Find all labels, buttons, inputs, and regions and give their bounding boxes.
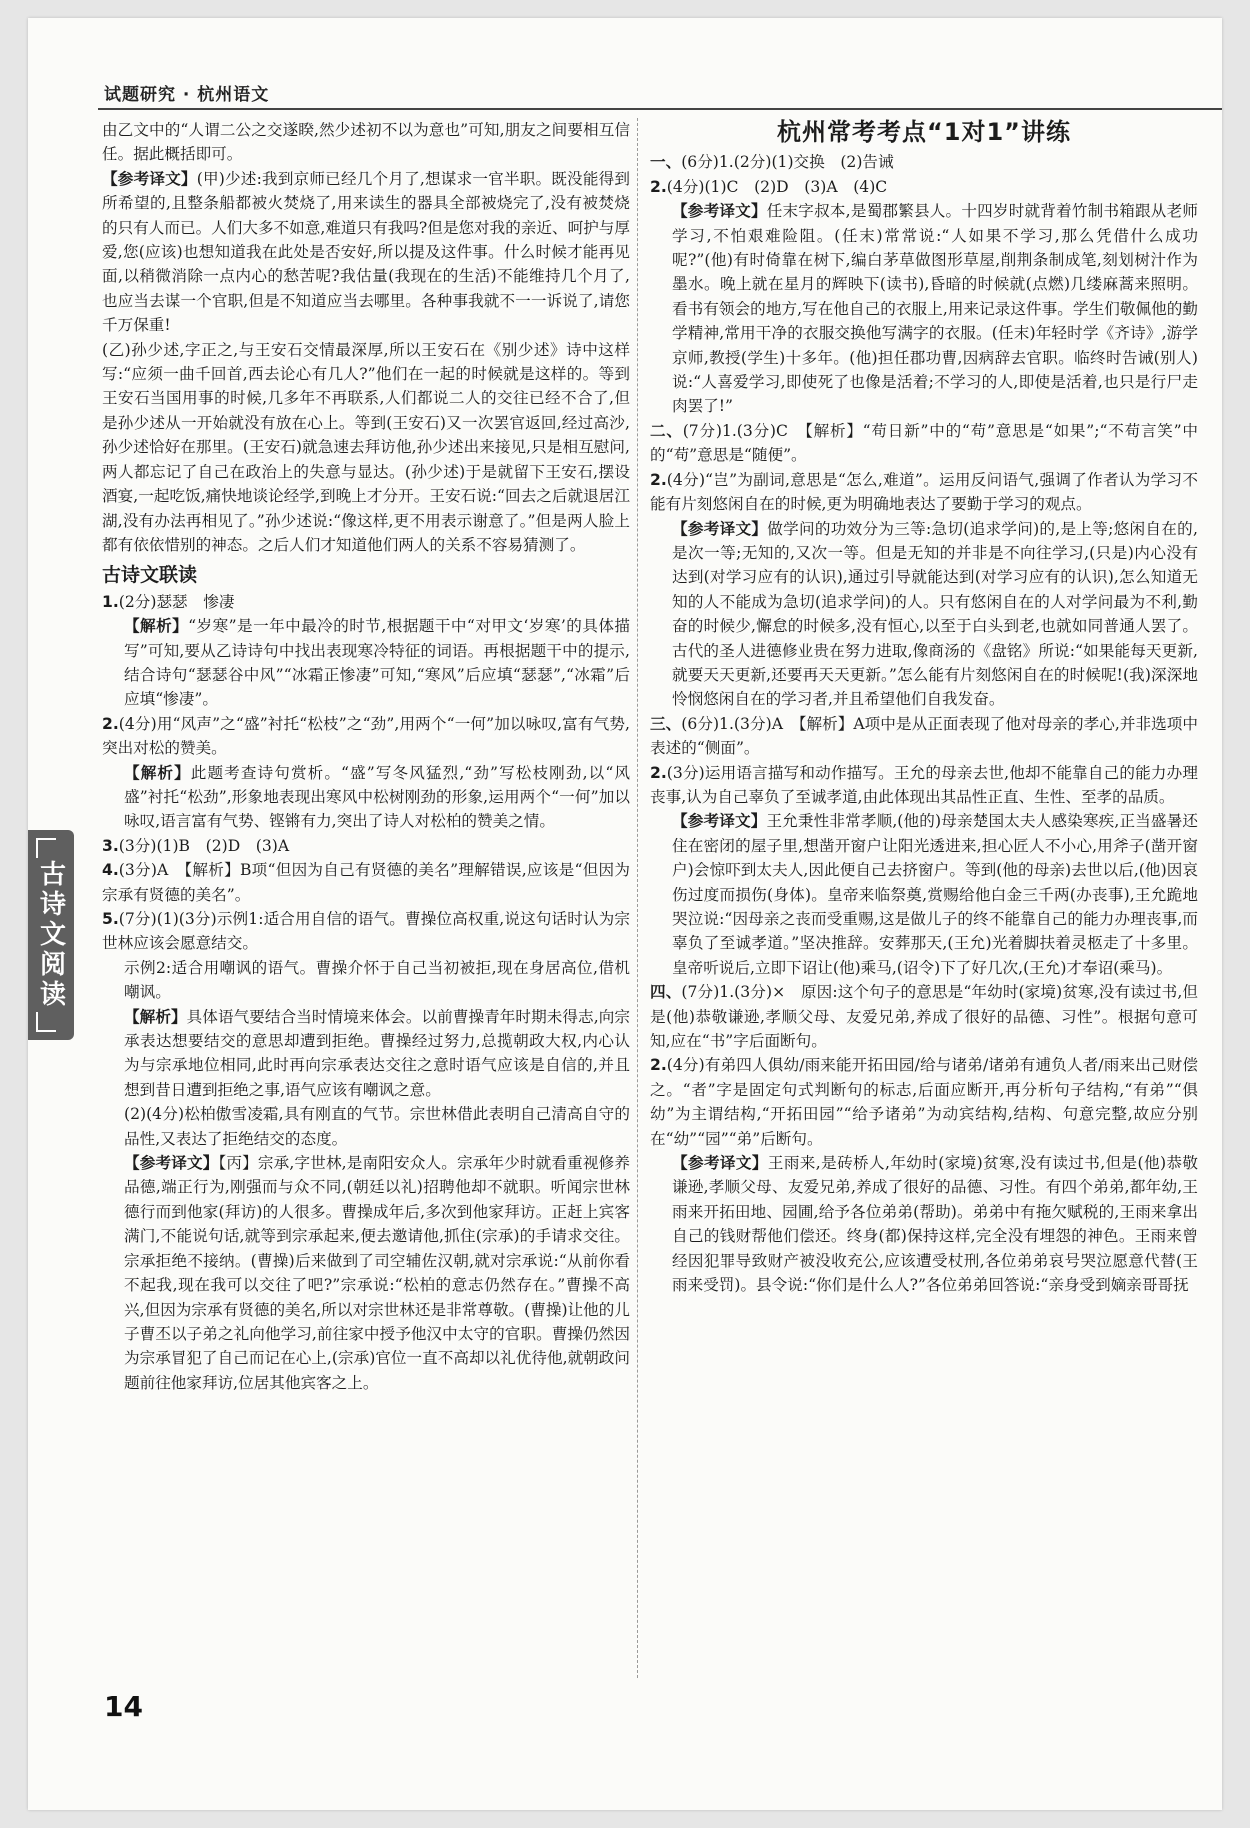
translation-yi: (乙)孙少述,字正之,与王安石交情最深厚,所以王安石在《别少述》诗中这样写:“应须一曲千回首,西去论心有几人?”他们在一起的时候就是这样的。等到王安石当国用事的时候,几多年不再联系,人们都说二人的交往已经不合了,但是孙少述从一开始就没有放在心上。等到(王安石)又一次罢官返回,经过高沙,孙少述恰好在那里。(王安石)就急速去拜访他,孙少述出来接见,只是相互慰问,两人都忘记了自己在政治上的失意与显达。(孙少述)于是就留下王安石,摆设酒宴,一起吃饭,痛快地谈论经学,到晚上才分开。王安石说:“回去之后就退居江湖,没有办法再相见了。”孙少述说:“像这样,更不用表示谢意了。”但是两人脸上都有依依惜别的神态。之后人们才知道他们两人的关系不容易猜测了。 xyxy=(102,340,630,554)
item-text: (6分)1.(3分)A 【解析】A项中是从正面表现了他对母亲的孝心,并非选项中表述的“侧面”。 xyxy=(650,714,1198,758)
analysis-item xyxy=(102,614,630,712)
answer-item xyxy=(650,712,1198,761)
translation-text: 王雨来,是砖桥人,年幼时(家境)贫寒,没有读过书,但是(他)恭敬谦逊,孝顺父母、友爱兄弟,养成了很好的品德、习性。有四个弟弟,都年幼,王雨来开拓田地、园圃,给予各位弟弟(帮助)。弟弟中有拖欠赋税的,王雨来拿出自己的钱财帮他们偿还。终身(都)保持这样,完全没有埋怨的神色。王雨来曾经因犯罪导致财产被没收充公,应该遭受杖刑,各位弟弟哀号哭泣愿意代替(王雨来受罚)。县令说:“你们是什么人?”各位弟弟回答说:“亲身受到嫡亲哥哥抚 xyxy=(672,1154,1198,1295)
translation-tag: 【参考译文】 xyxy=(672,1154,768,1173)
item-text: (7分)1.(3分)C 【解析】“苟日新”中的“苟”意思是“如果”;“不苟言笑”中的“苟”意思是“随便”。 xyxy=(650,421,1198,465)
answer-item xyxy=(102,907,630,956)
item-text: (2分)瑟瑟 惨凄 xyxy=(118,592,235,611)
translation-jia-text: (甲)少述:我到京师已经几个月了,想谋求一官半职。既没能得到所希望的,且整条船都被火焚烧了,用来读生的器具全部被烧完了,没有被焚烧的只有人而已。人们大多不如意,难道只有我吗?但是您对我的亲近、呵护与厚爱,您(应该)也想知道我在此处是否安好,所以提及这件事。什么时候才能再见面,以稍微消除一点内心的愁苦呢?我估量(我现在的生活)不能维持几个月了,也应当去谋一个官职,但是不知道应当去哪里。各种事我就不一一诉说了,请您千万保重! xyxy=(102,169,630,335)
translation-bing-text: 【丙】宗承,字世林,是南阳安众人。宗承年少时就看重视修养品德,端正行为,刚强而与众不同,(朝廷以礼)招聘他却不就职。听闻宗世林德行而到他家(拜访)的人很多。曹操成年后,多次到他家拜访。正赶上宾客满门,不能说句话,就等到宗承起来,便去邀请他,抓住(宗承)的手请求交往。宗承拒绝不接纳。(曹操)后来做到了司空辅佐汉朝,就对宗承说:“从前你看不起我,现在我可以交往了吧?”宗承说:“松柏的意志仍然存在。”曹操不高兴,但因为宗承有贤德的美名,所以对宗世林还是非常尊敬。(曹操)让他的儿子曹丕以子弟之礼向他学习,前往家中授予他汉中太守的官职。曹操仍然因为宗承冒犯了自己而记在心上,(宗承)官位一直不高却以礼优待他,就朝政问题前往他家拜访,位居其他宾客之上。 xyxy=(124,1154,630,1392)
item-number: 5. xyxy=(102,910,119,928)
item-number: 三、 xyxy=(650,714,682,733)
item-number: 3. xyxy=(102,836,119,855)
answer-item xyxy=(650,150,1198,174)
translation-jia xyxy=(102,167,630,338)
translation-tag: 【参考译文】 xyxy=(102,169,197,188)
answer-item xyxy=(102,834,630,858)
left-column xyxy=(102,118,630,1395)
item-number: 一、 xyxy=(650,153,682,172)
item-text: (4分)用“风声”之“盛”衬托“松枝”之“劲”,用两个“一何”加以咏叹,富有气势,突出对松的赞美。 xyxy=(102,714,630,758)
answer-item xyxy=(650,980,1198,1053)
analysis-item xyxy=(102,761,630,834)
item-number: 1. xyxy=(102,592,119,611)
answer-item xyxy=(650,761,1198,810)
item-number: 2. xyxy=(650,763,667,782)
translation-item xyxy=(650,809,1198,980)
header-rule xyxy=(98,108,1222,110)
analysis-text: “岁寒”是一年中最冷的时节,根据题干中“对甲文‘岁寒’的具体描写”可知,要从乙诗诗句中找出表现寒冷特征的词语。再根据题干中的提示,结合诗句“瑟瑟谷中风”“冰霜正惨凄”可知,“寒风”后应填“瑟瑟”,“冰霜”后应填“惨凄”。 xyxy=(124,617,630,709)
item-text: (3分)(1)B (2)D (3)A xyxy=(118,836,290,855)
translation-tag: 【参考译文】 xyxy=(672,202,767,221)
item-text: (7分)1.(3分)× 原因:这个句子的意思是“年幼时(家境)贫寒,没有读过书,但是(他)恭敬谦逊,孝顺父母、友爱兄弟,养成了很好的品德、习性”。根据句意可知,应在“书”字后面断句。 xyxy=(650,983,1198,1051)
section-title-1v1: 杭州常考考点“1对1”讲练 xyxy=(777,118,1071,146)
answer-item xyxy=(650,468,1198,517)
answer-item xyxy=(650,175,1198,199)
answer-item xyxy=(102,590,630,614)
side-tab xyxy=(28,830,74,1040)
translation-tag: 【参考译文】 xyxy=(672,812,767,831)
item-text: (4分)有弟四人俱幼/雨来能开拓田园/给与诸弟/诸弟有逋负人者/雨来出己财偿之。“者”字是固定句式判断句的标志,后面应断开,再分析句子结构,“有弟”“俱幼”为主谓结构,“开拓田园”“给予诸弟”为动宾结构,结构、句意完整,故应分别在“幼”“园”“弟”后断句。 xyxy=(650,1056,1198,1148)
translation-item xyxy=(650,1151,1198,1297)
analysis-text: 此题考查诗句赏析。“盛”写冬风猛烈,“劲”写松枝刚劲,以“风盛”衬托“松劲”,形象地表现出寒风中松树刚劲的形象,运用两个“一何”加以咏叹,语言富有气势、铿锵有力,突出了诗人对松柏的赞美之情。 xyxy=(124,763,630,831)
item-number: 4. xyxy=(102,861,119,880)
right-column xyxy=(650,118,1198,1298)
item-number: 2. xyxy=(102,714,119,733)
answer-subitem: (2)(4分)松柏傲雪凌霜,具有刚直的气节。宗世林借此表明自己清高自守的品性,又表达了拒绝结交的态度。 xyxy=(124,1105,630,1148)
translation-tag: 【参考译文】 xyxy=(124,1154,219,1173)
translation-text: 王允秉性非常孝顺,(他的)母亲楚国太夫人感染寒疾,正当盛暑还住在密闭的屋子里,想凿开窗户让阳光透进来,担心匠人不小心,用斧子(凿开窗户)会惊吓到太夫人,因此便自己去挤窗户。等到(他的母亲)去世以后,(他)因哀伤过度而损伤(身体)。皇帝来临祭奠,赏赐给他白金三千两(办丧事),王允跪地哭泣说:“因母亲之丧而受重赐,这是做儿子的终不能靠自己的能力办理丧事,而辜负了至诚孝道。”坚决推辞。安葬那天,(王允)光着脚扶着灵柩走了十多里。皇帝听说后,立即下诏让(他)乘马,(诏令)下了好几次,(王允)才奉诏(乘马)。 xyxy=(672,812,1198,977)
item-text: (4分)(1)C (2)D (3)A (4)C xyxy=(666,177,888,196)
example-item: 示例2:适合用嘲讽的语气。曹操介怀于自己当初被拒,现在身居高位,借机嘲讽。 xyxy=(124,958,630,1002)
side-tab-label: 古诗文阅读 xyxy=(35,860,66,1010)
translation-tag: 【参考译文】 xyxy=(672,519,768,538)
translation-item xyxy=(650,199,1198,419)
running-header: 试题研究 · 杭州语文 xyxy=(104,85,270,105)
translation-text: 做学问的功效分为三等:急切(追求学问)的,是上等;悠闲自在的,是次一等;无知的,又次一等。但是无知的并非是不向往学习,(只是)内心没有达到(对学习应有的认识),通过引导就能达到(对学习应有的认识),怎么知道无知的人不能成为急切(追求学问)的人。只有悠闲自在的人对学问最为不利,勤奋的时候少,懈怠的时候多,没有恒心,以至于白头到老,也就如同普通人罢了。古代的圣人进德修业贵在努力进取,像商汤的《盘铭》所说:“如果能每天更新,就要天天更新,还要再天天更新。”怎么能有片刻悠闲自在的时候呢!(我)深深地怜悯悠闲自在的学习者,并且希望他们自我发奋。 xyxy=(672,519,1198,709)
item-text: (3分)A 【解析】B项“但因为自己有贤德的美名”理解错误,应该是“但因为宗承有贤德的美名”。 xyxy=(102,861,630,904)
analysis-item xyxy=(102,1005,630,1103)
translation-bing xyxy=(102,1151,630,1395)
page-number: 14 xyxy=(104,1690,143,1723)
answer-item xyxy=(650,419,1198,468)
answer-item xyxy=(102,858,630,907)
translation-item xyxy=(650,517,1198,712)
column-divider xyxy=(637,118,638,1678)
section-title-lianxu: 古诗文联读 xyxy=(102,564,198,587)
bracket-top-icon xyxy=(36,838,56,858)
answer-item xyxy=(102,712,630,761)
item-number: 二、 xyxy=(650,421,683,440)
analysis-tag: 【解析】 xyxy=(124,1007,187,1026)
item-number: 四、 xyxy=(650,983,682,1002)
analysis-text: 具体语气要结合当时情境来体会。以前曹操青年时期未得志,向宗承表达想要结交的意思却遭到拒绝。曹操经过努力,总揽朝政大权,内心认为与宗承地位相同,此时再向宗承表达交往之意时语气应该是自信的,并且想到昔日遭到拒绝之事,语气应该有嘲讽之意。 xyxy=(124,1007,630,1099)
item-number: 2. xyxy=(650,177,667,196)
item-text: (4分)“岂”为副词,意思是“怎么,难道”。运用反问语气,强调了作者认为学习不能有片刻悠闲自在的时候,更为明确地表达了要勤于学习的观点。 xyxy=(650,470,1198,514)
item-text: (6分)1.(2分)(1)交换 (2)告诫 xyxy=(681,153,894,172)
translation-text: 任末字叔本,是蜀郡繁县人。十四岁时就背着竹制书箱跟从老师学习,不怕艰难险阻。(任末)常常说:“人如果不学习,那么凭借什么成功呢?”(他)有时倚靠在树下,编白茅草做图形草屋,削荆条制成笔,刻划树汁作为墨水。晚上就在星月的辉映下(读书),昏暗的时候就(点燃)几缕麻蒿来照明。看书有领会的地方,写在他自己的衣服上,用来记录这件事。学生们敬佩他的勤学精神,常用干净的衣服交换他写满字的衣服。(任末)年轻时学《齐诗》,游学京师,教授(学生)十多年。(他)担任郡功曹,因病辞去官职。临终时告诫(别人)说:“人喜爱学习,即使死了也像是活着;不学习的人,即使是活着,也只是行尸走肉罢了!” xyxy=(672,202,1198,416)
intro-paragraph: 由乙文中的“人谓二公之交遂睽,然少述初不以为意也”可知,朋友之间要相互信任。据此概括即可。 xyxy=(102,121,630,164)
item-text: (3分)运用语言描写和动作描写。王允的母亲去世,他却不能靠自己的能力办理丧事,认为自己辜负了至诚孝道,由此体现出其品性正直、生性、至孝的品质。 xyxy=(650,763,1198,806)
bracket-bottom-icon xyxy=(36,1012,56,1032)
answer-item xyxy=(650,1053,1198,1151)
analysis-tag: 【解析】 xyxy=(124,763,191,782)
analysis-tag: 【解析】 xyxy=(124,617,189,636)
item-number: 2. xyxy=(650,1056,667,1075)
item-text: (7分)(1)(3分)示例1:适合用自信的语气。曹操位高权重,说这句话时认为宗世林应该会愿意结交。 xyxy=(102,910,630,953)
item-number: 2. xyxy=(650,470,667,489)
